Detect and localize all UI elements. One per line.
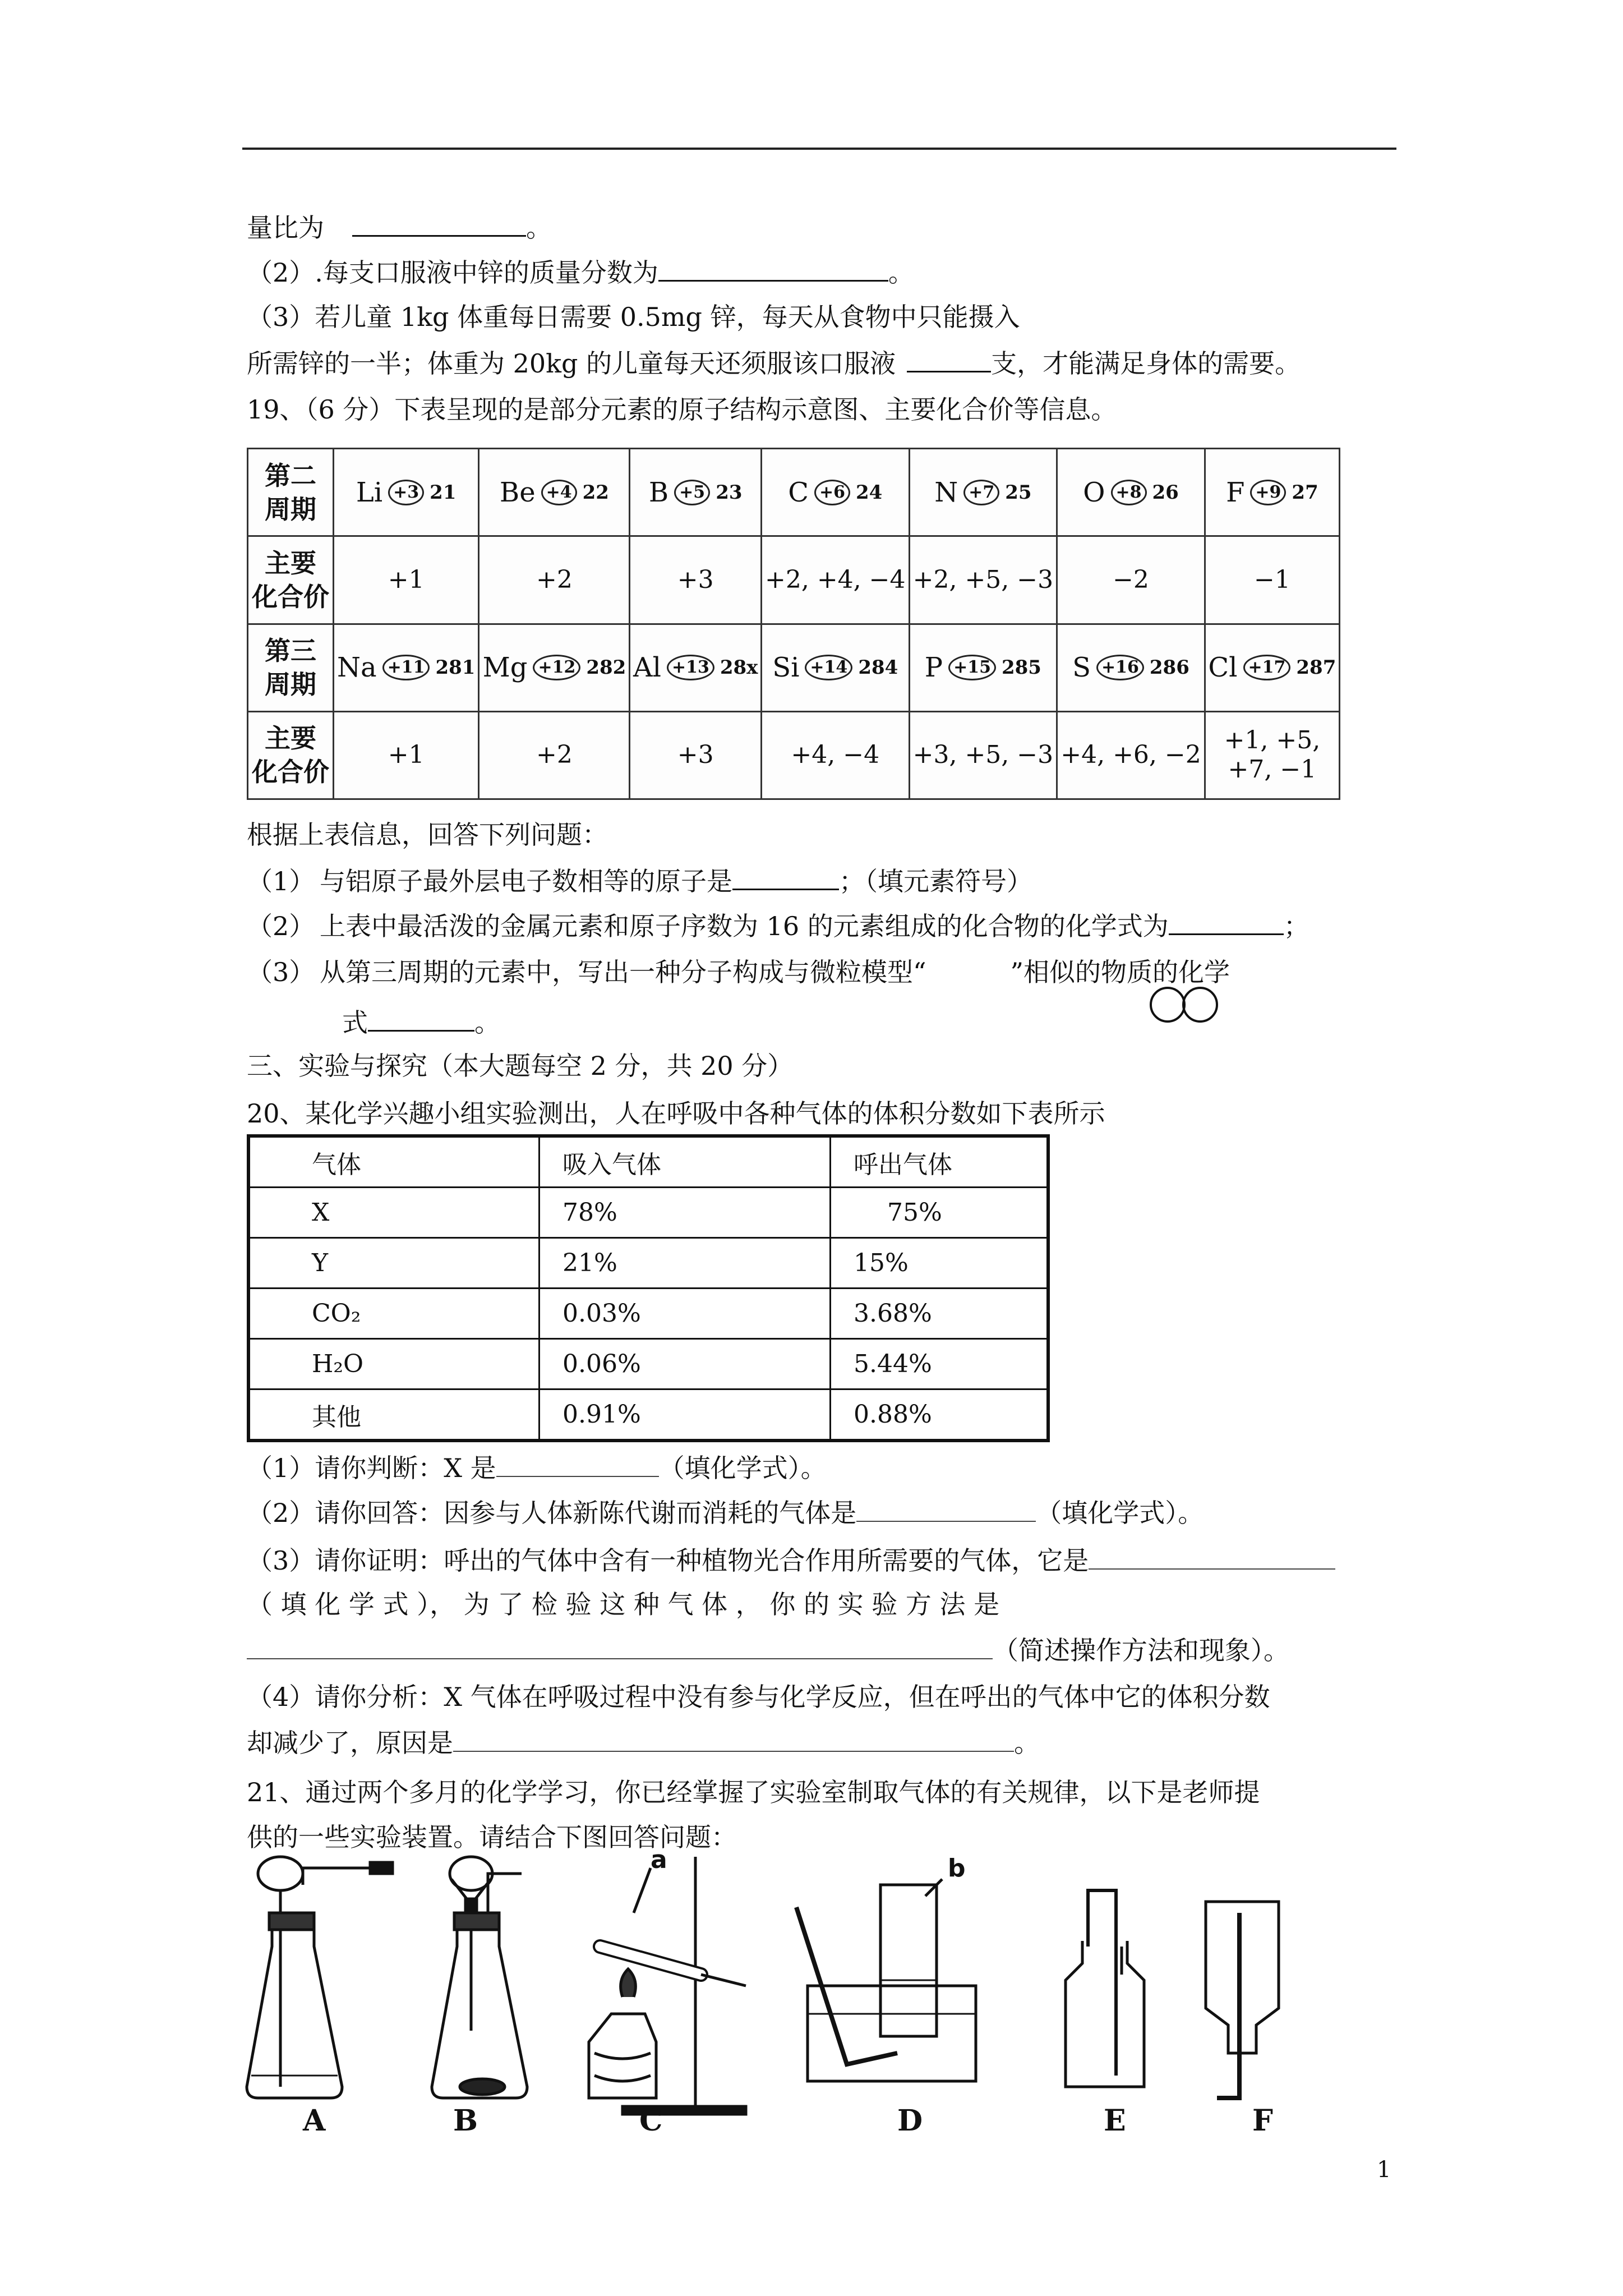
apparatus-b-icon [432,1857,527,2098]
period2-row [248,449,1340,536]
gas-table [247,1134,1050,1442]
table-header-row [248,1136,1048,1188]
element-cell-be: Be +4 22 [479,449,630,536]
apparatus-label-d: D [897,2104,923,2138]
answer-blank[interactable] [496,1450,659,1477]
answer-blank[interactable] [658,254,888,282]
answer-blank[interactable] [1169,908,1284,935]
part-label-a: a [651,1851,667,1874]
valence-cell: −2 [1057,536,1205,624]
answer-blank[interactable] [1089,1543,1335,1570]
element-cell-b: B +5 23 [630,449,761,536]
valence-cell: +4, +6, −2 [1057,711,1205,799]
valence-cell: +2, +4, −4 [761,536,909,624]
q19-intro: 根据上表信息，回答下列问题： [247,820,608,850]
apparatus-label-e: E [1104,2104,1126,2138]
table-row: 其他 0.91% 0.88% [248,1389,1048,1441]
answer-blank[interactable] [856,1495,1036,1522]
element-cell-p: P +15 285 [909,624,1057,711]
q20-sub4-cont: 却减少了，原因是 。 [247,1725,1040,1760]
element-cell-f: F +9 27 [1205,449,1339,536]
q20-sub3: （3）请你证明：呼出的气体中含有一种植物光合作用所需要的气体，它是 [247,1543,1335,1577]
element-cell-n: N +7 25 [909,449,1057,536]
row-header: 主要 化合价 [248,536,334,624]
element-cell-al: Al +13 28x [630,624,761,711]
valence-cell: +2, +5, −3 [909,536,1057,624]
answer-blank[interactable] [352,209,526,237]
part-label-b: b [948,1854,966,1883]
apparatus-d-icon [796,1854,976,2081]
element-cell-c: C +6 24 [761,449,909,536]
q19-sub3: （3） 从第三周期的元素中，写出一种分子构成与微粒模型“ ”相似的物质的化学 [247,957,1230,987]
element-cell-si: Si +14 284 [761,624,909,711]
valence-cell: +2 [479,536,630,624]
table-row: CO₂ 0.03% 3.68% [248,1289,1048,1339]
section3-title: 三、实验与探究（本大题每空 2 分，共 20 分） [247,1051,794,1081]
element-cell-li: Li +3 21 [334,449,479,536]
q20-sub3-cont: （ 填 化 学 式 ）， 为 了 检 验 这 种 气 体 ， 你 的 实 验 方 法 是 [247,1589,1000,1619]
q20-title: 20、某化学兴趣小组实验测出，人在呼吸中各种气体的体积分数如下表所示 [247,1098,1105,1129]
table-header: 气体 [248,1136,540,1188]
q21-line1: 21、通过两个多月的化学学习，你已经掌握了实验室制取气体的有关规律，以下是老师提 [247,1777,1260,1807]
apparatus-label-a: A [303,2104,326,2138]
q18-sub3: （3）若儿童 1kg 体重每日需要 0.5mg 锌，每天从食物中只能摄入 [247,302,1020,332]
lab-apparatus-figure [241,1851,1340,2148]
valence-cell: +3, +5, −3 [909,711,1057,799]
element-cell-o: O +8 26 [1057,449,1205,536]
table-row: Y 21% 15% [248,1238,1048,1289]
apparatus-c-icon [589,1851,746,2114]
q20-sub1: （1）请你判断：X 是 （填化学式）。 [247,1450,827,1485]
q18-sub3-cont: 所需锌的一半；体重为 20kg 的儿童每天还须服该口服液 支，才能满足身体的需要。 [247,345,1301,380]
table-row: X 78% 75% [248,1188,1048,1238]
answer-blank[interactable] [732,863,839,890]
q20-sub4: （4）请你分析：X 气体在呼吸过程中没有参与化学反应，但在呼出的气体中它的体积分数 [247,1682,1270,1712]
period3-valence-row [248,711,1340,799]
valence-cell: +4, −4 [761,711,909,799]
header-rule [242,148,1396,150]
valence-cell: +3 [630,711,761,799]
q18-line1: 量比为 。 [247,209,552,245]
element-cell-s: S +16 286 [1057,624,1205,711]
table-header: 呼出气体 [831,1136,1049,1188]
valence-cell: +3 [630,536,761,624]
table-row: H₂O 0.06% 5.44% [248,1339,1048,1389]
element-cell-mg: Mg +12 282 [479,624,630,711]
apparatus-label-c: C [639,2104,663,2138]
row-header: 第三 周期 [248,624,334,711]
valence-cell: −1 [1205,536,1339,624]
diatomic-molecule-model-icon [1144,984,1228,1025]
row-header: 主要 化合价 [248,711,334,799]
apparatus-label-f: F [1252,2104,1273,2138]
apparatus-e-icon [1066,1890,1144,2087]
q19-sub1: （1） 与铝原子最外层电子数相等的原子是 ；（填元素符号） [247,863,1032,898]
q19-title: 19、（6 分）下表呈现的是部分元素的原子结构示意图、主要化合价等信息。 [247,394,1117,425]
element-table [247,448,1340,800]
q20-sub2: （2）请你回答：因参与人体新陈代谢而消耗的气体是 （填化学式）。 [247,1495,1204,1530]
q19-sub2: （2） 上表中最活泼的金属元素和原子序数为 16 的元素组成的化合物的化学式为 ； [247,908,1310,943]
table-header: 吸入气体 [540,1136,831,1188]
valence-cell: +1, +5, +7, −1 [1205,711,1339,799]
valence-cell: +1 [334,536,479,624]
answer-blank[interactable] [247,1632,993,1659]
page-number: 1 [1377,2157,1391,2183]
row-header: 第二 周期 [248,449,334,536]
valence-cell: +2 [479,711,630,799]
valence-cell: +1 [334,711,479,799]
apparatus-a-icon [247,1857,393,2098]
answer-blank[interactable] [368,1004,474,1032]
apparatus-label-b: B [453,2104,478,2138]
q19-sub3-cont: 式 。 [342,1004,500,1039]
apparatus-f-icon [1206,1902,1279,2098]
element-cell-cl: Cl +17 287 [1205,624,1339,711]
q18-sub2: （2）.每支口服液中锌的质量分数为 。 [247,254,914,289]
element-cell-na: Na +11 281 [334,624,479,711]
q20-sub3-method: （简述操作方法和现象）。 [247,1632,1289,1667]
answer-blank[interactable] [907,345,991,372]
q21-line2: 供的一些实验装置。请结合下图回答问题： [247,1822,737,1852]
period3-row [248,624,1340,711]
answer-blank[interactable] [453,1725,1014,1752]
period2-valence-row [248,536,1340,624]
